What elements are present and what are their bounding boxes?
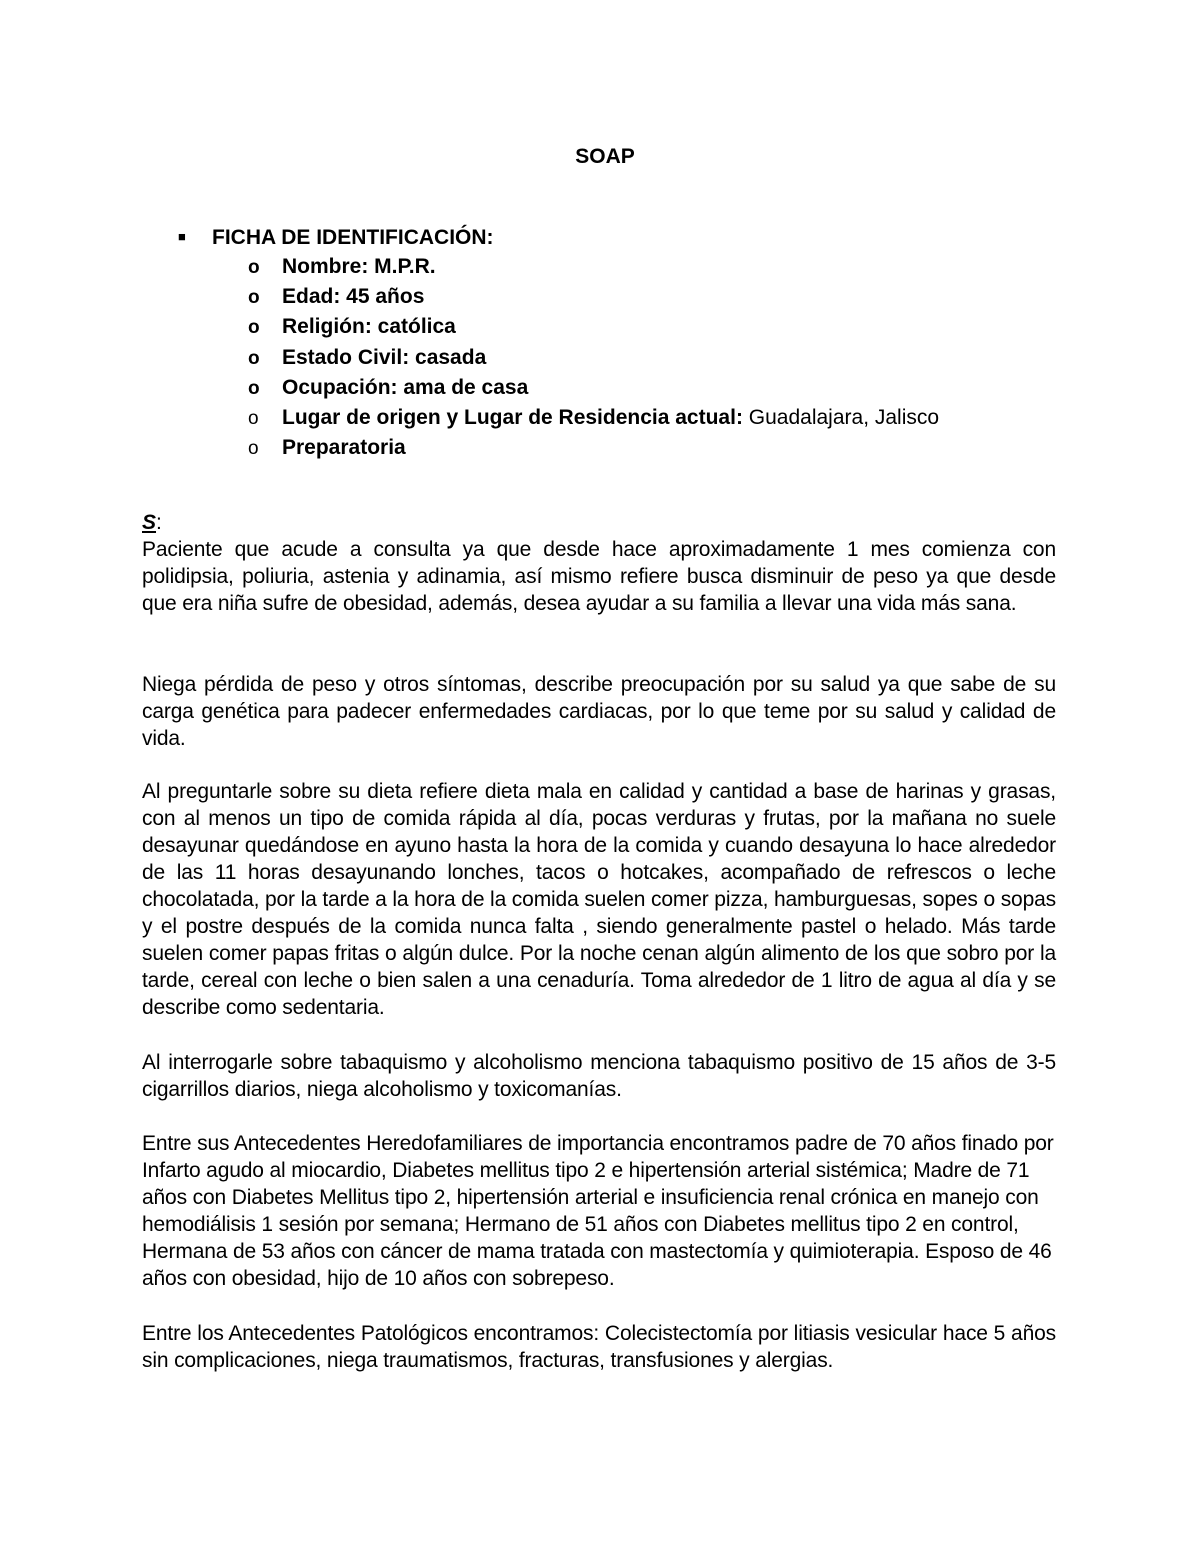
document-title: SOAP — [575, 145, 635, 168]
subjective-paragraph: Paciente que acude a consulta ya que desde hace aproximadamente 1 mes comienza con polidipsia, poliuria, astenia y adinamia, así mismo refiere busca disminuir de peso ya que desde que era niña sufre de obesidad, además, desea ayudar a su familia a llevar una vida más sana. — [142, 538, 1056, 615]
field-nombre-label: Nombre: M.P.R. — [282, 255, 436, 278]
field-ocupacion — [248, 373, 939, 403]
field-ocupacion-label: Ocupación: ama de casa — [282, 375, 529, 399]
field-edad-label: Edad: 45 años — [282, 285, 425, 309]
subjective-colon: : — [156, 511, 162, 534]
circle-bullet-icon: o — [248, 408, 259, 430]
circle-bullet-icon: o — [248, 287, 260, 309]
circle-bullet-icon: o — [248, 257, 260, 278]
field-escolaridad-label: Preparatoria — [282, 436, 406, 460]
circle-bullet-icon: o — [248, 438, 259, 460]
pathological-history-paragraph: Entre los Antecedentes Patológicos encontramos: Colecistectomía por litiasis vesicular hace 5 años sin complicaciones, niega traumatismos, fracturas, transfusiones y alergias. — [142, 1322, 1056, 1372]
field-religion-label: Religión: católica — [282, 315, 456, 339]
subjective-paragraph: Niega pérdida de peso y otros síntomas, describe preocupación por su salud ya que sabe de su carga genética para padecer enfermedades cardiacas, por lo que teme por su salud y calidad de vida. — [142, 673, 1056, 750]
field-estado-civil — [248, 343, 939, 373]
field-estado-civil-label: Estado Civil: casada — [282, 345, 487, 369]
identification-list — [248, 252, 939, 463]
tobacco-paragraph: Al interrogarle sobre tabaquismo y alcoholismo menciona tabaquismo positivo de 15 años de 3-5 cigarrillos diarios, niega alcoholismo y toxicomanías. — [142, 1051, 1056, 1101]
field-lugar-label: Lugar de origen y Lugar de Residencia actual: — [282, 406, 743, 430]
identification-heading — [178, 224, 494, 251]
diet-paragraph: Al preguntarle sobre su dieta refiere dieta mala en calidad y cantidad a base de harinas y grasas, con al menos un tipo de comida rápida al día, pocas verduras y frutas, por la mañana no suele desayunar quedándose en ayuno hasta la hora de la comida y cuando desayuna lo hace alrededor de las 11 horas desayunando lonches, tacos o hotcakes, acompañado de refrescos o leche chocolatada, por la tarde a la hora de la comida suelen comer pizza, hamburguesas, sopes o sopas y el postre después de la comida nunca falta , siendo generalmente pastel o helado. Más tarde suelen comer papas fritas o algún dulce. Por la noche cenan algún alimento de los que sobro por la tarde, cereal con leche o bien salen a una cenaduría. Toma alrededor de 1 litro de agua al día y se describe como sedentaria. — [142, 780, 1056, 1019]
square-bullet-icon: ■ — [178, 229, 186, 244]
subjective-heading — [142, 510, 162, 536]
identification-heading-text: FICHA DE IDENTIFICACIÓN: — [212, 226, 494, 249]
field-edad — [248, 282, 939, 312]
circle-bullet-icon: o — [248, 377, 260, 399]
circle-bullet-icon: o — [248, 347, 260, 369]
field-nombre — [248, 252, 939, 282]
document-page — [142, 0, 1058, 1553]
family-history-paragraph: Entre sus Antecedentes Heredofamiliares de importancia encontramos padre de 70 años finado por Infarto agudo al miocardio, Diabetes mellitus tipo 2 e hipertensión arterial sistémica; Madre de 71 años con Diabetes Mellitus tipo 2, hipertensión arterial e insuficiencia renal crónica en manejo con hemodiálisis 1 sesión por semana; Hermano de 51 años con Diabetes mellitus tipo 2 en control, Hermana de 53 años con cáncer de mama tratada con mastectomía y quimioterapia. Esposo de 46 años con obesidad, hijo de 10 años con sobrepeso. — [142, 1132, 1054, 1290]
field-escolaridad — [248, 433, 939, 463]
circle-bullet-icon: o — [248, 317, 260, 339]
field-lugar-value: Guadalajara, Jalisco — [742, 406, 940, 430]
field-lugar — [248, 403, 939, 433]
field-religion — [248, 312, 939, 342]
subjective-letter: S — [142, 511, 157, 534]
